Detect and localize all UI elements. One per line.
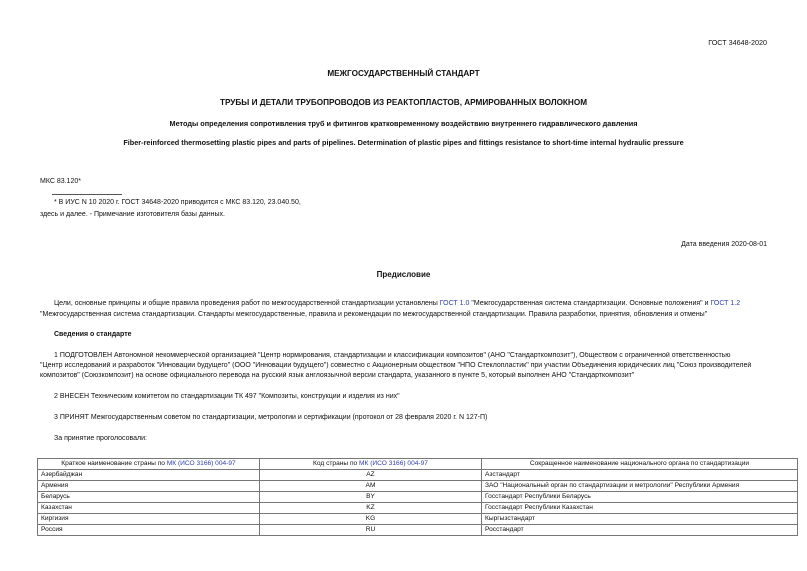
code-cell: AZ bbox=[260, 470, 482, 481]
mk-iso-link[interactable]: МК (ИСО 3166) 004-97 bbox=[359, 460, 428, 467]
country-cell: Армения bbox=[38, 481, 260, 492]
table-header-row bbox=[38, 459, 798, 470]
voted-label: За принятие проголосовали: bbox=[54, 435, 147, 442]
country-cell: Беларусь bbox=[38, 492, 260, 503]
column-header-code-text: Код страны по bbox=[313, 460, 360, 467]
column-header-country bbox=[38, 459, 260, 470]
footnote-line-1: * В ИУС N 10 2020 г. ГОСТ 34648-2020 приводится с МКС 83.120, 23.040.50, bbox=[54, 199, 301, 206]
code-cell: BY bbox=[260, 492, 482, 503]
code-cell: KG bbox=[260, 514, 482, 525]
preface-text-a: Цели, основные принципы и общие правила проведения работ по межгосударственной стандартизации установлены bbox=[54, 300, 440, 307]
mk-iso-link[interactable]: МК (ИСО 3166) 004-97 bbox=[166, 460, 236, 467]
body-cell: Азстандарт bbox=[482, 470, 798, 481]
about-heading: Сведения о стандарте bbox=[54, 331, 132, 338]
document-subtitle-ru: Методы определения сопротивления труб и фитингов кратковременному воздействию внутреннего гидравлического давления bbox=[169, 119, 638, 128]
table-row bbox=[38, 470, 798, 481]
table-row bbox=[38, 492, 798, 503]
column-header-code bbox=[260, 459, 482, 470]
body-cell: ЗАО "Национальный орган по стандартизации и метрологии" Республики Армения bbox=[482, 481, 798, 492]
about-item-1-line-3: композитов" (Союзкомпозит) на основе официального перевода на русский язык англоязычной версии стандарта, указанного в пункте 5, который выполнен АНО "Стандарткомпозит" bbox=[40, 372, 635, 379]
about-item-1-line-1: 1 ПОДГОТОВЛЕН Автономной некоммерческой организацией "Центр нормирования, стандартизации и классификации композитов" (АНО "Стандарткомпозит"), Обществом с ограниченной ответственностью bbox=[54, 352, 731, 359]
country-cell: Киргизия bbox=[38, 514, 260, 525]
about-item-2: 2 ВНЕСЕН Техническим комитетом по стандартизации ТК 497 "Композиты, конструкции и изделия из них" bbox=[54, 393, 400, 400]
code-cell: RU bbox=[260, 525, 482, 536]
gost-1-0-link[interactable]: ГОСТ 1.0 bbox=[439, 300, 470, 307]
country-cell: Казахстан bbox=[38, 503, 260, 514]
preface-heading: Предисловие bbox=[376, 270, 431, 279]
preface-text-b: "Межгосударственная система стандартизации. Основные положения" и bbox=[469, 300, 711, 307]
table-row bbox=[38, 503, 798, 514]
footnote-divider bbox=[52, 194, 122, 195]
body-cell: Госстандарт Республики Беларусь bbox=[482, 492, 798, 503]
code-cell: AM bbox=[260, 481, 482, 492]
body-cell: Росстандарт bbox=[482, 525, 798, 536]
column-header-body: Сокращенное наименование национального органа по стандартизации bbox=[482, 459, 798, 470]
about-item-1-line-2: "Центр исследований и разработок "Инновации будущего" (ООО "Инновации будущего") совместно с Акционерным обществом "НПО Стеклопластик" при участии Объединения юридических лиц "Союз производителей bbox=[40, 362, 752, 369]
document-title: ТРУБЫ И ДЕТАЛИ ТРУБОПРОВОДОВ ИЗ РЕАКТОПЛАСТОВ, АРМИРОВАННЫХ ВОЛОКНОМ bbox=[219, 98, 588, 107]
column-header-country-text: Краткое наименование страны по bbox=[61, 460, 167, 467]
document-code: ГОСТ 34648-2020 bbox=[708, 38, 767, 47]
voting-table bbox=[37, 458, 798, 536]
table-row bbox=[38, 514, 798, 525]
mks-code: МКС 83.120* bbox=[40, 178, 81, 185]
preface-paragraph-1-cont: "Межгосударственная система стандартизации. Стандарты межгосударственные, правила и рекомендации по межгосударственной стандартизации. Правила разработки, принятия, обновления и отмены" bbox=[40, 311, 708, 318]
about-item-3: 3 ПРИНЯТ Межгосударственным советом по стандартизации, метрологии и сертификации (протокол от 28 февраля 2020 г. N 127-П) bbox=[54, 414, 488, 421]
body-cell: Госстандарт Республики Казахстан bbox=[482, 503, 798, 514]
preface-paragraph-1 bbox=[54, 300, 794, 307]
standard-kind: МЕЖГОСУДАРСТВЕННЫЙ СТАНДАРТ bbox=[327, 69, 480, 78]
footnote-line-2: здесь и далее. - Примечание изготовителя базы данных. bbox=[40, 211, 226, 218]
document-subtitle-en: Fiber-reinforced thermosetting plastic pipes and parts of pipelines. Determination of plastic pipes and fittings resistance to short-time internal hydraulic pressure bbox=[123, 138, 684, 147]
country-cell: Азербайджан bbox=[38, 470, 260, 481]
gost-1-2-link[interactable]: ГОСТ 1.2 bbox=[710, 300, 741, 307]
table-row bbox=[38, 481, 798, 492]
intro-date: Дата введения 2020-08-01 bbox=[681, 241, 767, 248]
code-cell: KZ bbox=[260, 503, 482, 514]
table-row bbox=[38, 525, 798, 536]
country-cell: Россия bbox=[38, 525, 260, 536]
body-cell: Кыргызстандарт bbox=[482, 514, 798, 525]
